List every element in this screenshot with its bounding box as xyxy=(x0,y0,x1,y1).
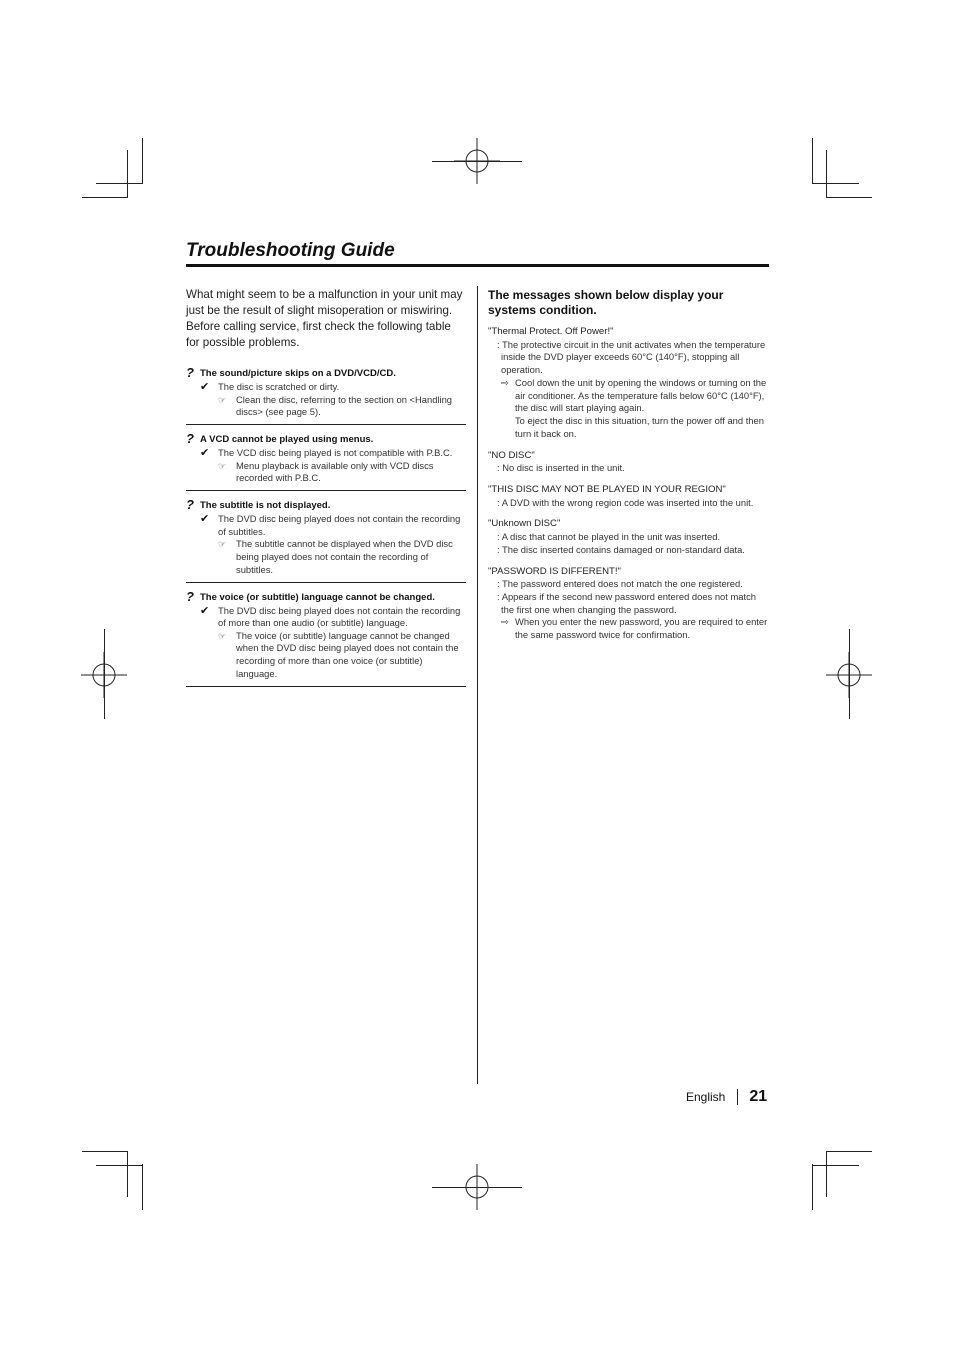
question-mark-icon: ? xyxy=(186,497,194,513)
remedy-text: Cool down the unit by opening the windows or turning on the air conditioner. As the temperature falls below 60°C (140°F), the disc will start playing again. xyxy=(515,376,767,414)
message-item xyxy=(488,484,770,509)
problem-item xyxy=(186,367,466,425)
page-title: Troubleshooting Guide xyxy=(186,240,395,261)
question-text: The subtitle is not displayed. xyxy=(200,500,331,512)
footer-separator xyxy=(737,1089,738,1105)
problem-remedy xyxy=(218,394,466,420)
crop-mark xyxy=(849,629,850,719)
question-text: The voice (or subtitle) language cannot be changed. xyxy=(200,591,435,603)
right-column xyxy=(488,288,770,651)
problem-remedy xyxy=(218,630,466,681)
remedy-text: The subtitle cannot be displayed when the DVD disc being played does not contain the recording of subtitles. xyxy=(236,538,453,575)
crop-mark xyxy=(826,1151,827,1197)
remedy-text: To eject the disc in this situation, turn the power off and then turn it back on. xyxy=(515,415,764,440)
crop-mark xyxy=(812,183,859,184)
problem-cause xyxy=(200,513,466,538)
problem-question xyxy=(186,433,466,446)
message-description: : The password entered does not match the one registered. xyxy=(497,578,743,590)
question-text: The sound/picture skips on a DVD/VCD/CD. xyxy=(200,368,396,379)
page-number: 21 xyxy=(749,1088,768,1105)
crop-mark xyxy=(812,1165,859,1166)
crop-mark xyxy=(104,629,105,719)
message-title: "Unknown DISC" xyxy=(488,518,561,530)
problem-remedy xyxy=(218,460,466,486)
message-item xyxy=(488,566,770,642)
crop-mark xyxy=(812,138,813,184)
crop-mark xyxy=(826,197,872,198)
message-title: "NO DISC" xyxy=(488,449,535,461)
crop-mark xyxy=(432,1187,522,1188)
message-remedy xyxy=(488,377,770,415)
crop-mark xyxy=(82,197,128,198)
crop-mark xyxy=(826,1151,872,1152)
message-description: : Appears if the second new password entered does not match the first one when changing the password. xyxy=(497,590,757,615)
problem-cause xyxy=(200,447,466,460)
arrow-right-icon: ⇨ xyxy=(501,616,509,628)
message-title: "PASSWORD IS DIFFERENT!" xyxy=(488,565,621,577)
question-text: A VCD cannot be played using menus. xyxy=(200,434,374,446)
question-mark-icon: ? xyxy=(186,588,194,604)
crop-mark xyxy=(127,1151,128,1197)
problem-item xyxy=(186,499,466,582)
problem-item xyxy=(186,433,466,491)
remedy-text: The voice (or subtitle) language cannot be changed when the DVD disc being played does not contain the recording of more than one voice (or subtitle) language. xyxy=(236,629,459,679)
cause-text: The DVD disc being played does not contain the recording of subtitles. xyxy=(218,513,461,537)
pointing-hand-icon: ☞ xyxy=(218,539,227,550)
remedy-text: Menu playback is available only with VCD discs recorded with P.B.C. xyxy=(236,459,434,484)
message-description: : The protective circuit in the unit activates when the temperature inside the DVD player exceeds 60°C (140°F), stopping all operation. xyxy=(497,338,766,376)
title-rule xyxy=(186,264,769,267)
crop-mark xyxy=(142,1164,143,1210)
message-title: "Thermal Protect. Off Power!" xyxy=(488,326,614,337)
message-item xyxy=(488,518,770,556)
problem-remedy xyxy=(218,538,466,576)
question-mark-icon: ? xyxy=(186,365,194,380)
remedy-text: When you enter the new password, you are required to enter the same password twice for confirmation. xyxy=(515,616,768,641)
cause-text: The VCD disc being played is not compatible with P.B.C. xyxy=(218,447,453,459)
message-remedy-extra xyxy=(488,415,770,441)
pointing-hand-icon: ☞ xyxy=(218,630,227,641)
message-description: : The disc inserted contains damaged or non-standard data. xyxy=(497,543,745,555)
check-icon: ✔ xyxy=(200,381,210,393)
messages-heading: The messages shown below display your systems condition. xyxy=(488,288,724,317)
problem-question xyxy=(186,367,466,380)
message-description: : A DVD with the wrong region code was inserted into the unit. xyxy=(497,496,754,508)
message-description: : A disc that cannot be played in the unit was inserted. xyxy=(497,530,721,542)
crop-mark xyxy=(82,1151,128,1152)
pointing-hand-icon: ☞ xyxy=(218,460,227,471)
crop-mark xyxy=(96,183,143,184)
arrow-right-icon: ⇨ xyxy=(501,376,509,388)
page-footer xyxy=(686,1088,767,1106)
problem-item xyxy=(186,588,466,687)
message-remedy xyxy=(488,616,770,642)
message-item xyxy=(488,450,770,475)
message-title: "THIS DISC MAY NOT BE PLAYED IN YOUR REGION" xyxy=(488,484,726,496)
footer-language: English xyxy=(686,1090,726,1104)
left-column xyxy=(186,287,466,695)
crop-mark xyxy=(826,150,827,198)
problem-cause xyxy=(200,381,466,394)
crop-mark xyxy=(432,161,522,162)
check-icon: ✔ xyxy=(200,447,210,460)
check-icon: ✔ xyxy=(200,604,210,617)
problem-question xyxy=(186,588,466,604)
crop-mark xyxy=(127,150,128,198)
crop-mark xyxy=(96,1165,143,1166)
column-divider xyxy=(477,286,478,1084)
message-item xyxy=(488,326,770,441)
check-icon: ✔ xyxy=(200,513,210,526)
problem-cause xyxy=(200,605,466,630)
crop-mark xyxy=(142,138,143,184)
cause-text: The DVD disc being played does not contain the recording of more than one audio (or subtitle) language. xyxy=(218,604,461,629)
message-description: : No disc is inserted in the unit. xyxy=(497,462,625,474)
cause-text: The disc is scratched or dirty. xyxy=(218,381,340,392)
question-mark-icon: ? xyxy=(186,431,194,447)
problem-question xyxy=(186,499,466,512)
crop-mark xyxy=(812,1164,813,1210)
pointing-hand-icon: ☞ xyxy=(218,394,227,405)
intro-paragraph: What might seem to be a malfunction in your unit may just be the result of slight misoperation or miswiring. Before calling service, first check the following table for possible problems. xyxy=(186,288,463,349)
remedy-text: Clean the disc, referring to the section on <Handling discs> (see page 5). xyxy=(236,393,453,418)
